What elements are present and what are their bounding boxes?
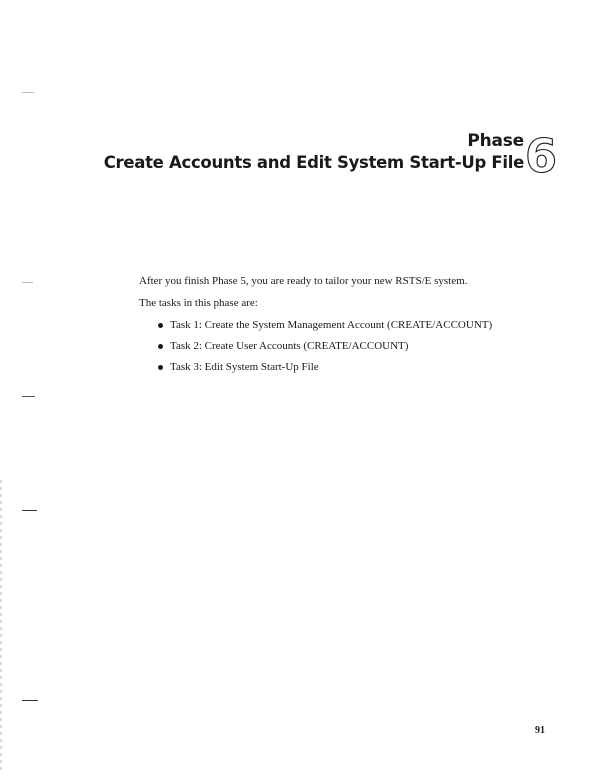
phase-number-outline: 6 [525,129,558,183]
scan-edge [0,480,2,770]
margin-mark [22,510,37,511]
task-label: Task 3: Edit System Start-Up File [170,361,319,373]
task-list-item [158,361,559,374]
task-label: Task 2: Create User Accounts (CREATE/ACCOUNT) [170,340,409,352]
task-list-item [158,319,559,332]
phase-label: Phase [467,131,524,151]
margin-mark [22,282,33,283]
body-text [139,275,559,382]
bullet-icon [158,323,163,328]
margin-mark [22,92,34,93]
phase-heading [104,130,524,174]
task-list-item [158,340,559,353]
margin-mark [22,700,38,701]
task-label: Task 1: Create the System Management Account (CREATE/ACCOUNT) [170,319,493,331]
margin-mark [22,396,35,397]
bullet-icon [158,365,163,370]
bullet-icon [158,344,163,349]
tasks-intro-paragraph: The tasks in this phase are: [139,297,258,309]
page-number: 91 [535,725,545,736]
task-list [139,319,559,374]
phase-title: Create Accounts and Edit System Start-Up File [103,153,524,172]
intro-paragraph: After you finish Phase 5, you are ready to tailor your new RSTS/E system. [139,275,468,287]
